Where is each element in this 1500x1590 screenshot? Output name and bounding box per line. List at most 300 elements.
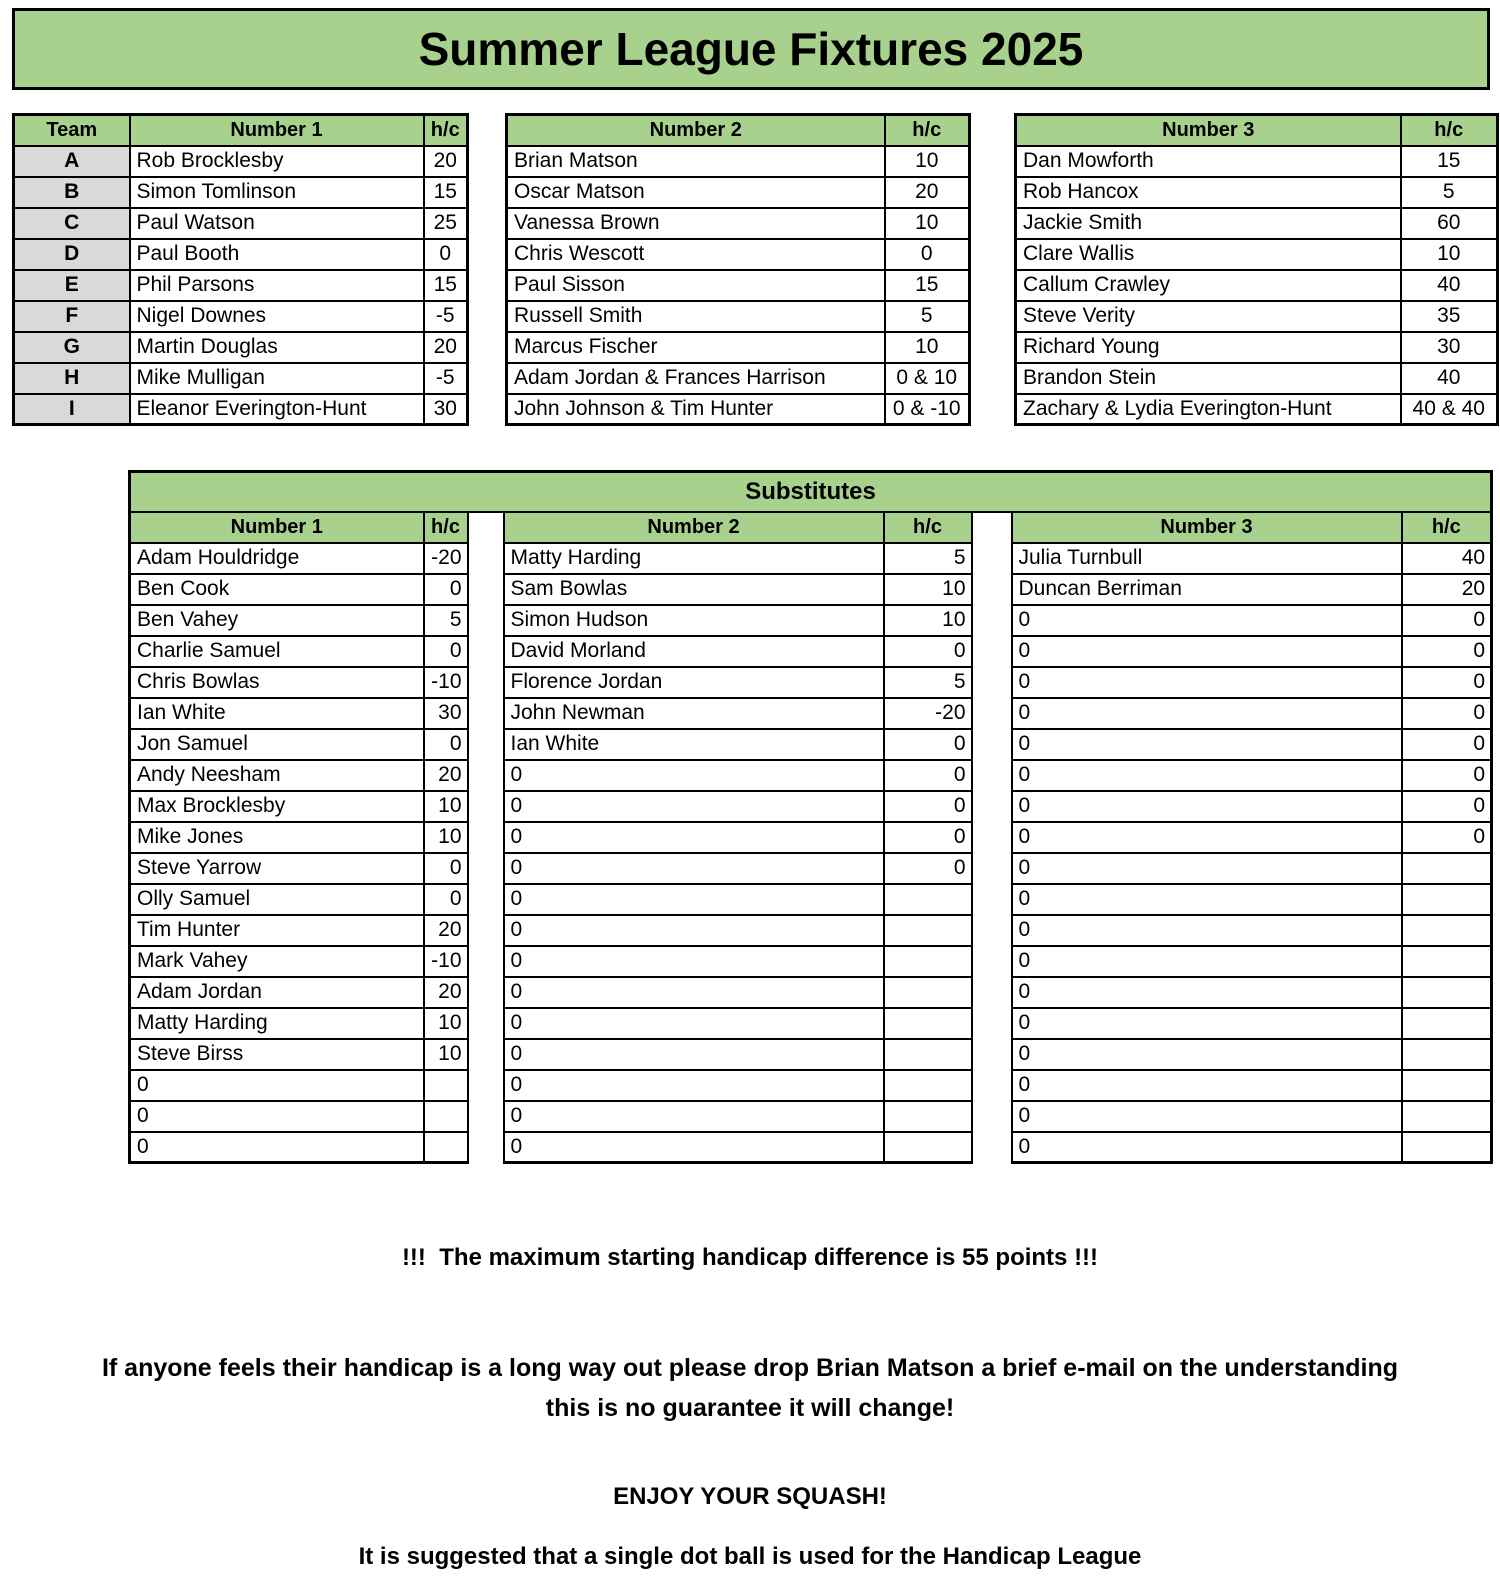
- handicap-cell: 0: [424, 574, 468, 605]
- team-letter-cell: A: [14, 146, 130, 177]
- column-gap: [468, 698, 504, 729]
- team-letter-cell: D: [14, 239, 130, 270]
- substitute-name-cell: Tim Hunter: [130, 915, 424, 946]
- table-row: [14, 146, 468, 177]
- handicap-cell: 15: [424, 177, 468, 208]
- column-gap: [972, 946, 1012, 977]
- column-header-handicap: h/c: [885, 115, 970, 146]
- column-header-team: Team: [14, 115, 130, 146]
- substitute-name-cell: 0: [1012, 1008, 1402, 1039]
- substitute-name-cell: Charlie Samuel: [130, 636, 424, 667]
- handicap-cell: 0: [1402, 605, 1492, 636]
- column-gap: [972, 822, 1012, 853]
- substitutes-table: [128, 470, 1493, 1164]
- player-name-cell: Paul Sisson: [507, 270, 885, 301]
- substitute-row: [130, 1070, 1492, 1101]
- table-row: [507, 239, 970, 270]
- column-gap: [972, 574, 1012, 605]
- substitute-name-cell: Ian White: [130, 698, 424, 729]
- main-fixtures-section: [12, 113, 1500, 426]
- handicap-cell: 20: [424, 915, 468, 946]
- handicap-cell: 15: [1401, 146, 1498, 177]
- column-gap: [972, 605, 1012, 636]
- substitute-name-cell: 0: [504, 760, 884, 791]
- handicap-cell: [884, 946, 972, 977]
- substitute-row: [130, 760, 1492, 791]
- handicap-cell: [884, 1070, 972, 1101]
- column-gap: [468, 1101, 504, 1132]
- table-row: [507, 146, 970, 177]
- handicap-cell: 10: [884, 605, 972, 636]
- handicap-cell: 10: [424, 1039, 468, 1070]
- substitute-name-cell: 0: [504, 822, 884, 853]
- column-gap: [468, 977, 504, 1008]
- fixtures-table-number-1: [12, 113, 469, 426]
- column-gap: [972, 1101, 1012, 1132]
- handicap-cell: 20: [885, 177, 970, 208]
- handicap-cell: -5: [424, 363, 468, 394]
- substitute-name-cell: Florence Jordan: [504, 667, 884, 698]
- substitute-name-cell: Jon Samuel: [130, 729, 424, 760]
- footer-note-enjoy: ENJOY YOUR SQUASH!: [613, 1483, 887, 1510]
- column-header-number-1: Number 1: [130, 512, 424, 543]
- substitute-name-cell: 0: [1012, 636, 1402, 667]
- handicap-cell: 20: [424, 977, 468, 1008]
- handicap-cell: [1402, 853, 1492, 884]
- column-gap: [972, 915, 1012, 946]
- column-header-handicap: h/c: [1401, 115, 1498, 146]
- player-name-cell: Zachary & Lydia Everington-Hunt: [1016, 394, 1401, 425]
- substitute-name-cell: Chris Bowlas: [130, 667, 424, 698]
- substitute-name-cell: 0: [504, 1132, 884, 1163]
- footer-note-contact-line-2: this is no guarantee it will change!: [545, 1394, 955, 1422]
- header-row: [14, 115, 468, 146]
- substitute-name-cell: 0: [130, 1132, 424, 1163]
- player-name-cell: Marcus Fischer: [507, 332, 885, 363]
- substitute-row: [130, 698, 1492, 729]
- substitute-name-cell: 0: [504, 1039, 884, 1070]
- substitute-name-cell: David Morland: [504, 636, 884, 667]
- substitute-name-cell: 0: [504, 1070, 884, 1101]
- handicap-cell: [884, 977, 972, 1008]
- substitute-name-cell: 0: [130, 1101, 424, 1132]
- substitute-row: [130, 791, 1492, 822]
- handicap-cell: 30: [424, 394, 468, 425]
- column-gap: [972, 698, 1012, 729]
- column-gap: [468, 853, 504, 884]
- substitute-name-cell: 0: [504, 946, 884, 977]
- handicap-cell: [884, 1132, 972, 1163]
- substitute-row: [130, 853, 1492, 884]
- handicap-cell: 0: [424, 636, 468, 667]
- player-name-cell: Dan Mowforth: [1016, 146, 1401, 177]
- table-row: [507, 301, 970, 332]
- column-header-handicap: h/c: [884, 512, 972, 543]
- column-gap: [468, 760, 504, 791]
- player-name-cell: Brandon Stein: [1016, 363, 1401, 394]
- handicap-cell: [1402, 1101, 1492, 1132]
- column-gap: [972, 1132, 1012, 1163]
- player-name-cell: Paul Watson: [130, 208, 424, 239]
- handicap-cell: 10: [1401, 239, 1498, 270]
- handicap-cell: [1402, 1070, 1492, 1101]
- column-gap: [468, 512, 504, 543]
- handicap-cell: 0 & 10: [885, 363, 970, 394]
- column-header-handicap: h/c: [424, 512, 468, 543]
- column-gap: [468, 1132, 504, 1163]
- handicap-cell: [424, 1070, 468, 1101]
- player-name-cell: Paul Booth: [130, 239, 424, 270]
- team-letter-cell: E: [14, 270, 130, 301]
- substitute-name-cell: Simon Hudson: [504, 605, 884, 636]
- handicap-cell: 0 & -10: [885, 394, 970, 425]
- column-gap: [468, 636, 504, 667]
- column-header-handicap: h/c: [424, 115, 468, 146]
- team-letter-cell: H: [14, 363, 130, 394]
- substitute-name-cell: 0: [1012, 698, 1402, 729]
- handicap-cell: 5: [424, 605, 468, 636]
- table-row: [14, 177, 468, 208]
- handicap-cell: 20: [424, 332, 468, 363]
- player-name-cell: Oscar Matson: [507, 177, 885, 208]
- substitutes-header-row: [130, 512, 1492, 543]
- substitute-name-cell: Matty Harding: [504, 543, 884, 574]
- substitute-name-cell: 0: [1012, 946, 1402, 977]
- player-name-cell: Chris Wescott: [507, 239, 885, 270]
- handicap-cell: 10: [424, 822, 468, 853]
- team-letter-cell: I: [14, 394, 130, 425]
- substitute-name-cell: Mark Vahey: [130, 946, 424, 977]
- handicap-cell: 0: [884, 822, 972, 853]
- substitute-row: [130, 1008, 1492, 1039]
- handicap-cell: 40 & 40: [1401, 394, 1498, 425]
- substitute-name-cell: 0: [504, 791, 884, 822]
- handicap-cell: 10: [885, 332, 970, 363]
- substitute-name-cell: 0: [1012, 1132, 1402, 1163]
- handicap-cell: [884, 884, 972, 915]
- footer-notes: [0, 1244, 1500, 1571]
- substitute-name-cell: 0: [1012, 1070, 1402, 1101]
- substitute-name-cell: 0: [1012, 605, 1402, 636]
- substitutes-title: Substitutes: [130, 472, 1492, 512]
- player-name-cell: Rob Brocklesby: [130, 146, 424, 177]
- handicap-cell: 30: [424, 698, 468, 729]
- column-header-handicap: h/c: [1402, 512, 1492, 543]
- handicap-cell: 0: [424, 239, 468, 270]
- handicap-cell: 5: [884, 667, 972, 698]
- player-name-cell: Nigel Downes: [130, 301, 424, 332]
- handicap-cell: [1402, 1132, 1492, 1163]
- handicap-cell: [884, 1101, 972, 1132]
- handicap-cell: 60: [1401, 208, 1498, 239]
- player-name-cell: Vanessa Brown: [507, 208, 885, 239]
- table-row: [507, 363, 970, 394]
- substitute-name-cell: Mike Jones: [130, 822, 424, 853]
- substitute-name-cell: 0: [504, 1008, 884, 1039]
- handicap-cell: 10: [885, 208, 970, 239]
- column-header-number-1: Number 1: [130, 115, 424, 146]
- substitute-name-cell: Julia Turnbull: [1012, 543, 1402, 574]
- substitute-name-cell: 0: [1012, 760, 1402, 791]
- column-gap: [468, 667, 504, 698]
- footer-note-contact: [0, 1348, 1500, 1428]
- handicap-cell: 5: [884, 543, 972, 574]
- substitute-row: [130, 1132, 1492, 1163]
- column-gap: [468, 1070, 504, 1101]
- player-name-cell: Russell Smith: [507, 301, 885, 332]
- header-row: [1016, 115, 1498, 146]
- team-letter-cell: B: [14, 177, 130, 208]
- column-header-number-2: Number 2: [507, 115, 885, 146]
- substitute-row: [130, 574, 1492, 605]
- table-row: [1016, 301, 1498, 332]
- substitute-row: [130, 543, 1492, 574]
- substitute-row: [130, 915, 1492, 946]
- handicap-cell: 40: [1401, 270, 1498, 301]
- handicap-cell: [884, 1039, 972, 1070]
- column-gap: [972, 1008, 1012, 1039]
- player-name-cell: Callum Crawley: [1016, 270, 1401, 301]
- substitute-name-cell: 0: [1012, 729, 1402, 760]
- column-gap: [468, 884, 504, 915]
- player-name-cell: Mike Mulligan: [130, 363, 424, 394]
- handicap-cell: -20: [884, 698, 972, 729]
- table-row: [1016, 394, 1498, 425]
- substitute-name-cell: 0: [1012, 791, 1402, 822]
- column-gap: [972, 543, 1012, 574]
- substitute-name-cell: Andy Neesham: [130, 760, 424, 791]
- substitute-row: [130, 636, 1492, 667]
- handicap-cell: 20: [424, 760, 468, 791]
- column-gap: [972, 760, 1012, 791]
- footer-note-max-handicap: !!! The maximum starting handicap difference is 55 points !!!: [401, 1244, 1099, 1271]
- handicap-cell: 20: [424, 146, 468, 177]
- table-row: [14, 363, 468, 394]
- table-row: [1016, 239, 1498, 270]
- fixtures-table-number-2: [505, 113, 971, 426]
- column-gap: [468, 946, 504, 977]
- handicap-cell: 0: [424, 853, 468, 884]
- table-row: [1016, 146, 1498, 177]
- column-gap: [972, 977, 1012, 1008]
- handicap-cell: 10: [424, 791, 468, 822]
- substitute-name-cell: 0: [504, 884, 884, 915]
- handicap-cell: -5: [424, 301, 468, 332]
- handicap-cell: 15: [885, 270, 970, 301]
- column-gap: [972, 791, 1012, 822]
- handicap-cell: 0: [885, 239, 970, 270]
- player-name-cell: Eleanor Everington-Hunt: [130, 394, 424, 425]
- table-row: [1016, 177, 1498, 208]
- handicap-cell: 10: [885, 146, 970, 177]
- handicap-cell: 0: [1402, 791, 1492, 822]
- handicap-cell: 0: [884, 760, 972, 791]
- handicap-cell: 0: [424, 729, 468, 760]
- handicap-cell: 10: [424, 1008, 468, 1039]
- handicap-cell: 15: [424, 270, 468, 301]
- table-row: [507, 208, 970, 239]
- substitute-name-cell: Adam Houldridge: [130, 543, 424, 574]
- team-letter-cell: G: [14, 332, 130, 363]
- handicap-cell: 0: [1402, 667, 1492, 698]
- handicap-cell: 20: [1402, 574, 1492, 605]
- player-name-cell: Clare Wallis: [1016, 239, 1401, 270]
- handicap-cell: 0: [1402, 760, 1492, 791]
- substitute-name-cell: Ben Cook: [130, 574, 424, 605]
- table-row: [507, 332, 970, 363]
- handicap-cell: [884, 915, 972, 946]
- player-name-cell: John Johnson & Tim Hunter: [507, 394, 885, 425]
- handicap-cell: [424, 1132, 468, 1163]
- substitute-row: [130, 1101, 1492, 1132]
- table-row: [14, 208, 468, 239]
- table-row: [1016, 363, 1498, 394]
- handicap-cell: 30: [1401, 332, 1498, 363]
- handicap-cell: [1402, 946, 1492, 977]
- footer-note-contact-line-1: If anyone feels their handicap is a long way out please drop Brian Matson a brief e-mail on the understanding: [101, 1354, 1399, 1382]
- substitute-name-cell: 0: [504, 1101, 884, 1132]
- player-name-cell: Steve Verity: [1016, 301, 1401, 332]
- handicap-cell: 0: [424, 884, 468, 915]
- column-gap: [468, 915, 504, 946]
- table-row: [1016, 332, 1498, 363]
- handicap-cell: [1402, 1039, 1492, 1070]
- player-name-cell: Brian Matson: [507, 146, 885, 177]
- handicap-cell: 0: [884, 791, 972, 822]
- substitute-row: [130, 884, 1492, 915]
- substitute-name-cell: 0: [1012, 853, 1402, 884]
- table-row: [14, 394, 468, 425]
- handicap-cell: 35: [1401, 301, 1498, 332]
- column-gap: [468, 543, 504, 574]
- substitute-row: [130, 977, 1492, 1008]
- team-letter-cell: F: [14, 301, 130, 332]
- column-gap: [972, 512, 1012, 543]
- table-row: [14, 270, 468, 301]
- table-row: [14, 332, 468, 363]
- column-gap: [972, 884, 1012, 915]
- handicap-cell: 40: [1402, 543, 1492, 574]
- handicap-cell: 40: [1401, 363, 1498, 394]
- table-row: [1016, 208, 1498, 239]
- handicap-cell: 0: [1402, 698, 1492, 729]
- handicap-cell: [884, 1008, 972, 1039]
- handicap-cell: -10: [424, 667, 468, 698]
- substitute-name-cell: Sam Bowlas: [504, 574, 884, 605]
- substitute-row: [130, 1039, 1492, 1070]
- column-gap: [468, 1039, 504, 1070]
- substitute-name-cell: Steve Birss: [130, 1039, 424, 1070]
- column-gap: [972, 853, 1012, 884]
- substitute-name-cell: Ian White: [504, 729, 884, 760]
- column-header-number-3: Number 3: [1012, 512, 1402, 543]
- column-gap: [972, 667, 1012, 698]
- substitute-name-cell: 0: [504, 977, 884, 1008]
- substitute-name-cell: Max Brocklesby: [130, 791, 424, 822]
- handicap-cell: 5: [1401, 177, 1498, 208]
- substitute-name-cell: 0: [1012, 1039, 1402, 1070]
- column-gap: [972, 1039, 1012, 1070]
- handicap-cell: 5: [885, 301, 970, 332]
- table-row: [507, 270, 970, 301]
- substitute-row: [130, 729, 1492, 760]
- substitute-name-cell: 0: [1012, 1101, 1402, 1132]
- handicap-cell: 0: [884, 729, 972, 760]
- table-row: [1016, 270, 1498, 301]
- page-title: Summer League Fixtures 2025: [12, 8, 1490, 90]
- column-gap: [468, 791, 504, 822]
- substitute-row: [130, 822, 1492, 853]
- player-name-cell: Rob Hancox: [1016, 177, 1401, 208]
- column-gap: [468, 574, 504, 605]
- player-name-cell: Simon Tomlinson: [130, 177, 424, 208]
- substitute-name-cell: 0: [504, 853, 884, 884]
- substitute-name-cell: Olly Samuel: [130, 884, 424, 915]
- substitute-name-cell: 0: [504, 915, 884, 946]
- handicap-cell: [1402, 977, 1492, 1008]
- substitute-row: [130, 946, 1492, 977]
- substitute-name-cell: Matty Harding: [130, 1008, 424, 1039]
- substitute-name-cell: Steve Yarrow: [130, 853, 424, 884]
- substitute-name-cell: 0: [130, 1070, 424, 1101]
- column-header-number-3: Number 3: [1016, 115, 1401, 146]
- player-name-cell: Adam Jordan & Frances Harrison: [507, 363, 885, 394]
- handicap-cell: 0: [1402, 729, 1492, 760]
- column-gap: [972, 729, 1012, 760]
- substitute-name-cell: 0: [1012, 822, 1402, 853]
- column-gap: [468, 822, 504, 853]
- table-row: [14, 239, 468, 270]
- player-name-cell: Phil Parsons: [130, 270, 424, 301]
- handicap-cell: 0: [1402, 636, 1492, 667]
- handicap-cell: [1402, 1008, 1492, 1039]
- substitute-name-cell: Duncan Berriman: [1012, 574, 1402, 605]
- handicap-cell: -10: [424, 946, 468, 977]
- handicap-cell: [1402, 915, 1492, 946]
- substitutes-banner-row: [130, 472, 1492, 512]
- substitute-name-cell: Ben Vahey: [130, 605, 424, 636]
- handicap-cell: [424, 1101, 468, 1132]
- table-row: [14, 301, 468, 332]
- column-gap: [468, 605, 504, 636]
- footer-note-ball: It is suggested that a single dot ball is used for the Handicap League: [358, 1543, 1142, 1570]
- substitute-name-cell: Adam Jordan: [130, 977, 424, 1008]
- table-row: [507, 177, 970, 208]
- handicap-cell: -20: [424, 543, 468, 574]
- column-header-number-2: Number 2: [504, 512, 884, 543]
- column-gap: [972, 636, 1012, 667]
- substitute-row: [130, 605, 1492, 636]
- player-name-cell: Richard Young: [1016, 332, 1401, 363]
- column-gap: [468, 1008, 504, 1039]
- fixtures-table-number-3: [1014, 113, 1499, 426]
- handicap-cell: [1402, 884, 1492, 915]
- substitute-name-cell: 0: [1012, 915, 1402, 946]
- substitute-name-cell: John Newman: [504, 698, 884, 729]
- column-gap: [972, 1070, 1012, 1101]
- handicap-cell: 0: [1402, 822, 1492, 853]
- handicap-cell: 0: [884, 853, 972, 884]
- substitute-name-cell: 0: [1012, 667, 1402, 698]
- team-letter-cell: C: [14, 208, 130, 239]
- player-name-cell: Jackie Smith: [1016, 208, 1401, 239]
- handicap-cell: 10: [884, 574, 972, 605]
- handicap-cell: 25: [424, 208, 468, 239]
- substitute-row: [130, 667, 1492, 698]
- column-gap: [468, 729, 504, 760]
- substitute-name-cell: 0: [1012, 977, 1402, 1008]
- table-row: [507, 394, 970, 425]
